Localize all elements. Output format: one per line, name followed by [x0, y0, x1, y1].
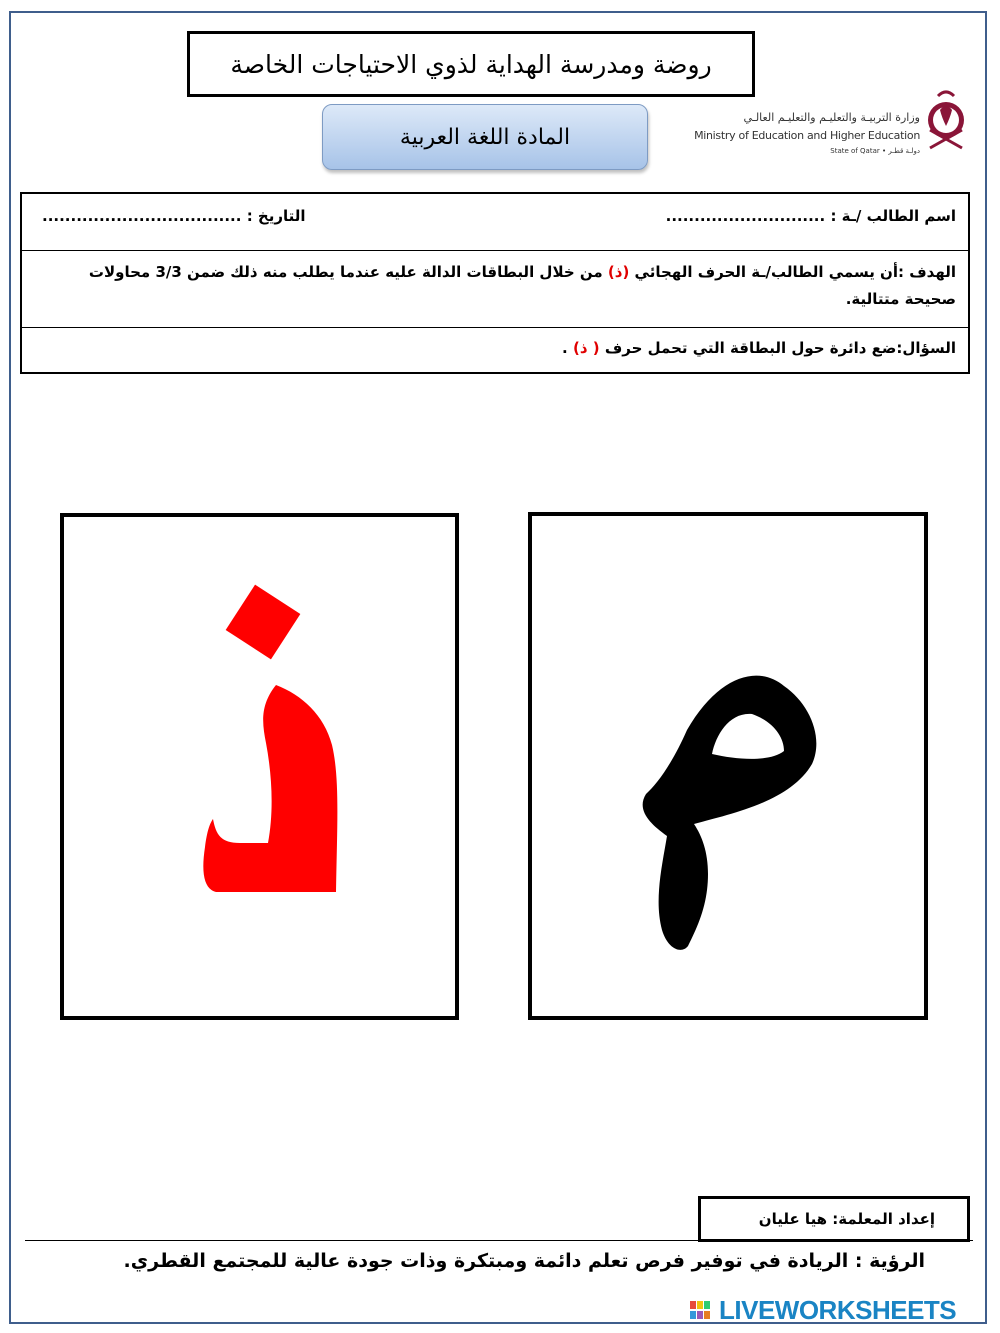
subject-title: المادة اللغة العربية — [399, 124, 571, 150]
teacher-box — [698, 1196, 970, 1242]
footer-divider — [25, 1240, 973, 1241]
question-letter: ( ذ) — [572, 339, 600, 357]
meem-body — [643, 676, 817, 950]
vision-statement: الرؤية : الريادة في توفير فرص تعلم دائمة ومبتكرة وذات جودة عالية للمجتمع القطري. — [123, 1250, 925, 1272]
school-name: روضة ومدرسة الهداية لذوي الاحتياجات الخاصة — [230, 49, 712, 79]
question-row — [22, 328, 968, 372]
goal-letter: (ذ) — [607, 263, 630, 281]
student-name-field[interactable] — [666, 207, 956, 225]
dhal-dot — [226, 585, 301, 660]
student-name-label: اسم الطالب /ـة : — [830, 207, 956, 225]
name-date-row — [22, 194, 968, 251]
ministry-english-name: Ministry of Education and Higher Education — [694, 129, 920, 142]
liveworksheets-text: LIVEWORKSHEETS — [719, 1294, 957, 1325]
meem-letter-glyph — [532, 516, 924, 1016]
teacher-name: إعداد المعلمة: هيا عليان — [758, 1210, 935, 1228]
goal-text — [36, 259, 956, 313]
info-table — [20, 192, 970, 374]
ministry-arabic-name: وزارة التربيـة والتعليـم والتعليـم العالـي — [743, 111, 920, 124]
question-end: . — [562, 339, 568, 357]
student-name-blank: ............................ — [665, 207, 826, 225]
date-field[interactable] — [42, 207, 306, 225]
ministry-state-label: State of Qatar • دولـة قطـر — [830, 147, 920, 155]
goal-after: من خلال البطاقات الدالة عليه عندما يطلب منه ذلك ضمن 3/3 محاولات صحيحة متتالية. — [88, 263, 956, 308]
question-text — [562, 339, 956, 357]
goal-row — [22, 251, 968, 328]
ministry-logo — [694, 84, 968, 164]
question-prompt: السؤال:ضع دائرة حول البطاقة التي تحمل حرف — [604, 339, 956, 357]
liveworksheets-logo[interactable] — [690, 1296, 956, 1324]
dhal-letter-glyph — [64, 517, 455, 1016]
goal-before: الهدف :أن يسمي الطالب/ـة الحرف الهجائي — [634, 263, 956, 281]
dhal-body — [203, 685, 337, 892]
letter-card-dhal[interactable] — [60, 513, 459, 1020]
qatar-emblem-icon — [924, 86, 968, 162]
school-name-box — [187, 31, 755, 97]
subject-box — [322, 104, 648, 170]
date-blank: ................................... — [42, 207, 242, 225]
date-label: التاريخ : — [246, 207, 306, 225]
letter-card-meem[interactable] — [528, 512, 928, 1020]
liveworksheets-icon — [690, 1299, 716, 1321]
